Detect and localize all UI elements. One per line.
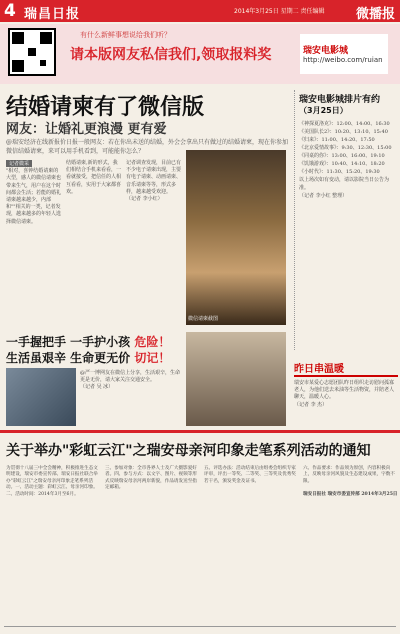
ad-banner[interactable] [0, 24, 400, 84]
scooter-photo [6, 368, 76, 426]
warm-news-title: 昨日串温暖 [294, 360, 398, 377]
article-lede: @瑞安经济在线新报价日报一般网友：若在你出未送的结婚，外会会拿出只有做过的结婚请柬，现在你参加微信结婚请柬，来可以用手机看到，可能能你怎么？ [6, 139, 289, 155]
notice-signoff: 瑞安日报社 瑞安市委宣传部 2014年3月25日 [303, 491, 398, 497]
sidebar-list [299, 120, 398, 200]
section-title: 微播报 [355, 7, 395, 22]
brand-url: http://weibo.com/ruian [303, 56, 383, 64]
sidebar-credit: （记者 李小红 整理） [299, 193, 348, 199]
photo-caption: 微信请柬截图 [188, 316, 219, 322]
cinema-sidebar [294, 90, 398, 350]
footer-rule [4, 626, 396, 627]
article-subhead: 网友：让婚礼更浪漫 更有爱 [6, 122, 167, 137]
masthead [0, 0, 400, 22]
qr-code-icon [8, 28, 56, 76]
event-photo [186, 332, 286, 426]
safety-slogan-2: 生活虽艰辛 生命更无价 切记！ [6, 351, 171, 365]
warm-news-box [294, 360, 398, 430]
page-number: 4 [4, 1, 16, 21]
brand-name: 瑞安电影城 [303, 46, 349, 56]
article-col-2: 结婚请柬,新的形式，我们相结合手机来看看，一看就接受，把信任的人相互看看，实用于大家都喜欢。 [66, 160, 122, 195]
list-item: 《美国队长2》：10:20、13:10、15:40 [299, 129, 388, 135]
photo2-caption: @严一博网友在微信上分享，生活艰辛，生命更是无价，请大家关注交通安全。 （记者 吴 冰） [80, 370, 181, 391]
list-item: 《饥饿游戏》：10:40、14:10、18:20 [299, 161, 385, 167]
ad-line2: 请本版网友私信我们,领取报料奖 [70, 47, 272, 63]
list-item: 《北京爱情故事》：9:30、12:30、15:00 [299, 145, 392, 151]
article-col-3: 记者调查发现，目前已有不少电子请柬出现，主要有电子请柬、动画请柬、音乐请柬等等，形式多样，越来越受欢迎。 （记者 李小红） [126, 160, 182, 203]
sidebar-note: 以上场次如有变动，请以影院当日公告为准。 [299, 177, 390, 191]
issue-meta: 2014年3月25日 星期二 责任编辑 [234, 8, 325, 15]
list-item: 《神探夏洛克》：12:00、14:00、16:30 [299, 121, 390, 127]
notice-col-1: 为贯彻十八届三中全会精神，积极推进生态文明建设，瑞安市委宣传部、瑞安日报社联合举办"彩虹云江"之瑞安母亲河印象走笔系列活动。一、活动主题：彩虹云江、母亲河印象。二、活动时间：2014年3月至6月。 [6, 466, 98, 497]
notice-col-3: 五、评选办法：活动结束后由组委会组织专家评审，评出一等奖、二等奖、三等奖及优秀奖若干名，颁发奖金及证书。 [204, 466, 296, 484]
notice-title: 关于举办"彩虹云江"之瑞安母亲河印象走笔系列活动的通知 [6, 443, 371, 459]
sidebar-date: （3月25日） [299, 106, 348, 115]
wedding-photo [186, 150, 286, 325]
safety-slogan-1: 一手握把手 一手护小孩 危险！ [6, 335, 171, 349]
list-item: 《小时代》：11:30、15:20、19:30 [299, 169, 380, 175]
article-col-1: 记者微采 "相对，喜钟结婚请柬的大型，感人的微信请柬也带来生气，用户在这个时间都会生活；若能的婚礼请柬越来越少，内部和""相关的一类，记者发现，越来越多的年轻人选择微信请柬。 [6, 161, 62, 225]
article-tag: 记者微采 [6, 160, 32, 167]
section-divider [0, 430, 400, 433]
ad-line1: 有什么新鲜事想说给我们听？ [80, 31, 171, 39]
list-item: 《归来》：11:00、14:20、17:50 [299, 137, 375, 143]
warm-news-body: 瑞安市某爱心志愿团队昨日组织走访慰问孤寡老人，为他们送去米油等生活物资，并陪老人聊天，温暖人心。 （记者 李 杰） [294, 380, 395, 408]
sidebar-title: 瑞安电影城排片有约 [299, 95, 381, 105]
brand-box[interactable] [300, 34, 388, 74]
article-headline: 结婚请柬有了微信版 [6, 94, 205, 120]
notice-col-2: 三、参加对象：全市各界人士及广大摄影爱好者。四、参与方式：以文字、图片、视频等形式反映瑞安母亲河两岸新貌，作品请发送至指定邮箱。 [105, 466, 197, 491]
paper-logo: 瑞昌日报 [24, 7, 81, 22]
list-item: 《同桌的你》：13:00、16:00、19:10 [299, 153, 385, 159]
notice-col-4: 六、作品要求：作品须为原创，内容积极向上，反映母亲河风貌及生态建设成果，字数不限。 瑞安日报社 瑞安市委宣传部 2014年3月25日 [303, 466, 398, 497]
